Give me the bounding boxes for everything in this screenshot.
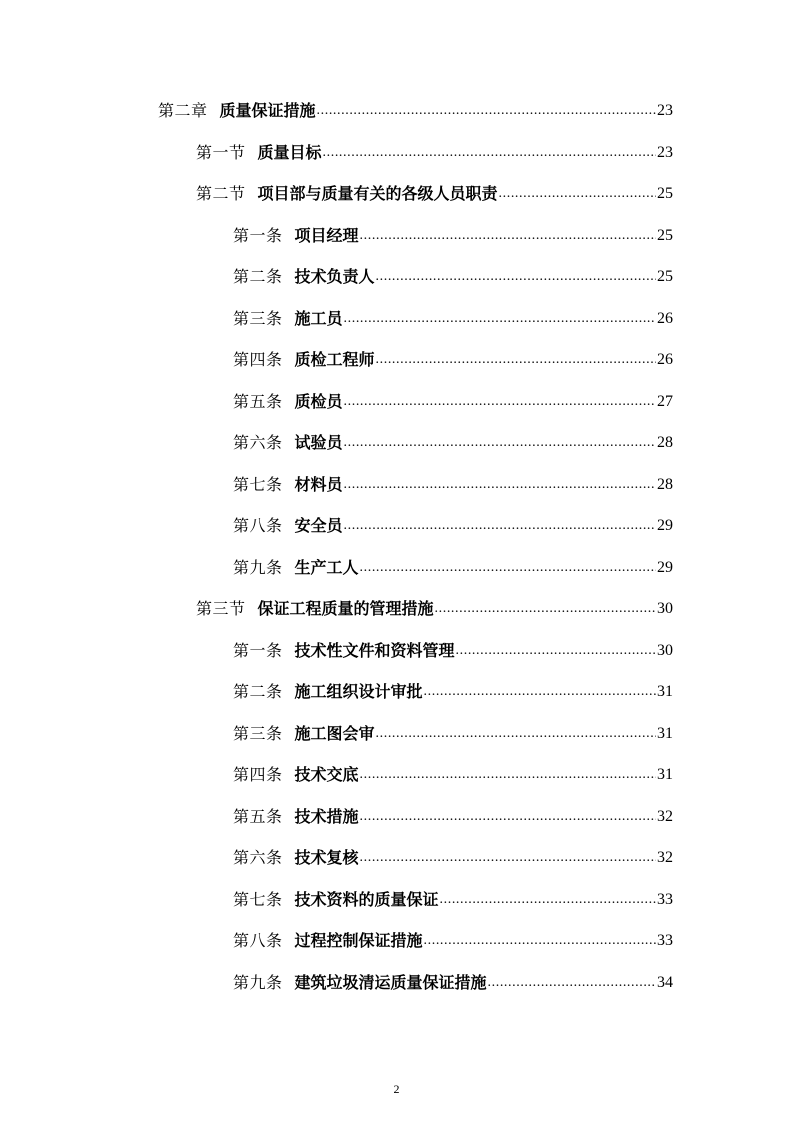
toc-entry-title: 过程控制保证措施 [294, 931, 423, 950]
page-number: 2 [393, 1082, 400, 1096]
toc-entry-number: 第一条 [233, 226, 283, 245]
toc-entry-page: 28 [657, 434, 673, 451]
toc-entry-number: 第五条 [233, 807, 283, 826]
toc-entry-page: 31 [657, 725, 673, 742]
toc-entry-title: 质检员 [294, 392, 343, 411]
toc-entry-title: 技术负责人 [294, 267, 375, 286]
toc-entry-page: 34 [657, 974, 673, 991]
toc-entry-number: 第六条 [233, 848, 283, 867]
toc-dot-leader [376, 724, 656, 744]
toc-entry[interactable] [233, 884, 673, 910]
toc-entry-number: 第八条 [233, 931, 283, 950]
toc-entry-page: 29 [657, 559, 673, 576]
toc-entry-number: 第四条 [233, 350, 283, 369]
toc-entry-title: 施工组织设计审批 [294, 682, 423, 701]
toc-dot-leader [344, 516, 656, 536]
toc-entry[interactable] [233, 386, 673, 412]
toc-entry-number: 第三条 [233, 309, 283, 328]
toc-entry-page: 23 [657, 144, 673, 161]
toc-dot-leader [488, 973, 656, 993]
toc-entry-title: 技术交底 [294, 765, 359, 784]
toc-entry-page: 26 [657, 310, 673, 327]
toc-entry[interactable] [233, 676, 673, 702]
toc-entry-number: 第二节 [196, 184, 246, 203]
toc-entry-page: 25 [657, 268, 673, 285]
toc-entry-title: 安全员 [294, 516, 343, 535]
toc-entry-page: 25 [657, 227, 673, 244]
toc-dot-leader [435, 599, 656, 619]
toc-dot-leader [360, 226, 656, 246]
toc-entry-title: 材料员 [294, 475, 343, 494]
toc-dot-leader [323, 143, 656, 163]
toc-entry-title: 质量保证措施 [219, 101, 316, 120]
toc-dot-leader [499, 184, 656, 204]
toc-entry-number: 第四条 [233, 765, 283, 784]
toc-entry[interactable] [233, 261, 673, 287]
toc-entry[interactable] [233, 510, 673, 536]
toc-entry-page: 30 [657, 642, 673, 659]
toc-dot-leader [317, 101, 656, 121]
toc-entry-title: 技术资料的质量保证 [294, 890, 439, 909]
toc-entry-number: 第三节 [196, 599, 246, 618]
toc-entry[interactable] [233, 801, 673, 827]
toc-dot-leader [360, 807, 656, 827]
toc-entry-title: 建筑垃圾清运质量保证措施 [294, 973, 487, 992]
toc-entry-title: 质检工程师 [294, 350, 375, 369]
toc-entry[interactable] [233, 303, 673, 329]
toc-dot-leader [344, 392, 656, 412]
toc-dot-leader [360, 765, 656, 785]
toc-entry-number: 第七条 [233, 475, 283, 494]
toc-entry-page: 31 [657, 683, 673, 700]
toc-dot-leader [424, 682, 656, 702]
toc-entry-title: 施工员 [294, 309, 343, 328]
toc-entry-number: 第二条 [233, 682, 283, 701]
toc-entry[interactable] [233, 635, 673, 661]
toc-entry[interactable] [233, 427, 673, 453]
toc-entry-number: 第二章 [158, 101, 208, 120]
toc-dot-leader [424, 931, 656, 951]
toc-entry-number: 第五条 [233, 392, 283, 411]
toc-entry-number: 第三条 [233, 724, 283, 743]
toc-entry-page: 31 [657, 766, 673, 783]
toc-entry[interactable] [196, 137, 673, 163]
toc-dot-leader [360, 848, 656, 868]
toc-entry[interactable] [233, 967, 673, 993]
toc-entry-page: 29 [657, 517, 673, 534]
toc-entry[interactable] [233, 344, 673, 370]
toc-entry-number: 第一节 [196, 143, 246, 162]
toc-entry[interactable] [233, 718, 673, 744]
toc-entry-number: 第七条 [233, 890, 283, 909]
toc-entry-page: 32 [657, 808, 673, 825]
toc-entry-page: 23 [657, 102, 673, 119]
toc-dot-leader [360, 558, 656, 578]
toc-entry-page: 27 [657, 393, 673, 410]
toc-entry[interactable] [233, 759, 673, 785]
toc-entry[interactable] [196, 178, 673, 204]
toc-entry[interactable] [233, 469, 673, 495]
toc-entry-title: 施工图会审 [294, 724, 375, 743]
toc-entry-page: 26 [657, 351, 673, 368]
toc-entry-number: 第八条 [233, 516, 283, 535]
toc-entry-page: 28 [657, 476, 673, 493]
toc-entry-title: 技术性文件和资料管理 [294, 641, 455, 660]
toc-entry-page: 33 [657, 932, 673, 949]
toc-entry[interactable] [158, 95, 673, 121]
toc-dot-leader [344, 433, 656, 453]
toc-entry-title: 技术复核 [294, 848, 359, 867]
toc-entry[interactable] [233, 552, 673, 578]
toc-entry-title: 项目经理 [294, 226, 359, 245]
toc-entry-title: 项目部与质量有关的各级人员职责 [257, 184, 498, 203]
toc-entry[interactable] [233, 842, 673, 868]
toc-entry-title: 试验员 [294, 433, 343, 452]
toc-entry-page: 30 [657, 600, 673, 617]
toc-dot-leader [376, 267, 656, 287]
toc-entry-page: 32 [657, 849, 673, 866]
toc-entry-title: 质量目标 [257, 143, 322, 162]
toc-entry-number: 第一条 [233, 641, 283, 660]
toc-entry[interactable] [196, 593, 673, 619]
toc-entry-title: 生产工人 [294, 558, 359, 577]
toc-entry-page: 33 [657, 891, 673, 908]
toc-entry-number: 第九条 [233, 558, 283, 577]
toc-entry-title: 技术措施 [294, 807, 359, 826]
toc-dot-leader [376, 350, 656, 370]
toc-dot-leader [440, 890, 656, 910]
toc-entry-number: 第二条 [233, 267, 283, 286]
toc-entry-number: 第九条 [233, 973, 283, 992]
toc-dot-leader [456, 641, 656, 661]
toc-entry[interactable] [233, 220, 673, 246]
toc-entry-page: 25 [657, 185, 673, 202]
toc-entry-title: 保证工程质量的管理措施 [257, 599, 434, 618]
toc-entry[interactable] [233, 925, 673, 951]
toc-entry-number: 第六条 [233, 433, 283, 452]
toc-dot-leader [344, 309, 656, 329]
toc-dot-leader [344, 475, 656, 495]
